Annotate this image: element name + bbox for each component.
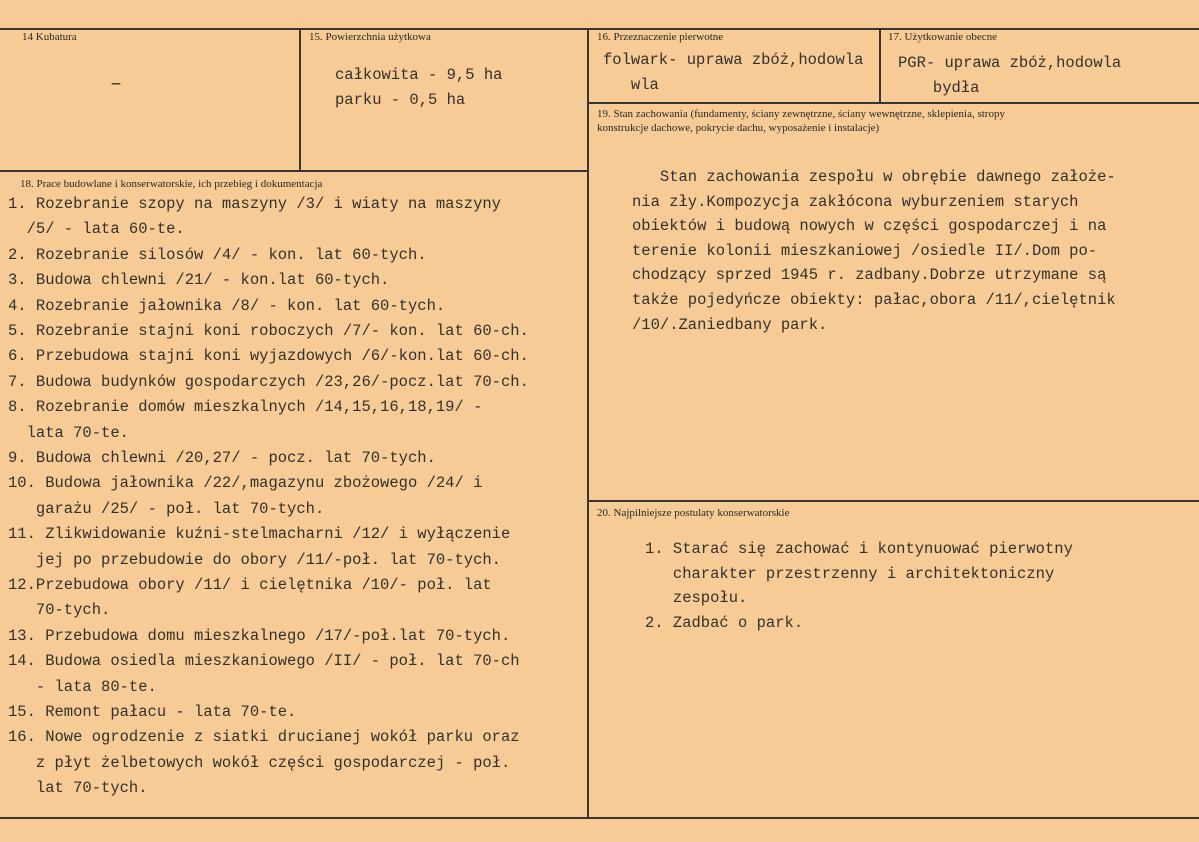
f18-line: 15. Remont pałacu - lata 70-te. <box>8 703 297 721</box>
f18-line: 3. Budowa chlewni /21/ - kon.lat 60-tych. <box>8 271 390 290</box>
f18-line: 9. Budowa chlewni /20,27/ - pocz. lat 70-tych. <box>8 449 436 467</box>
f15-label: 15. Powierzchnia użytkowa <box>309 31 431 43</box>
f18-line: 8. Rozebranie domów mieszkalnych /14,15,16,18,19/ - <box>8 398 483 417</box>
f17-label: 17. Użytkowanie obecne <box>888 31 998 43</box>
f16-line-2: wla <box>603 76 659 94</box>
divider-f19-top <box>587 102 1199 104</box>
f19-line: chodzący sprzed 1945 r. zadbany.Dobrze utrzymane są <box>632 266 1107 285</box>
f17-line-1: PGR- uprawa zbóż,hodowla <box>898 54 1122 72</box>
f18-line: 10. Budowa jałownika /22/,magazynu zbożowego /24/ i <box>8 474 483 493</box>
f17-line-2: bydła <box>905 79 980 97</box>
divider-col1 <box>299 28 301 170</box>
f14-value: – <box>110 73 123 96</box>
f18-line: 16. Nowe ogrodzenie z siatki drucianej wokół parku oraz <box>8 728 520 747</box>
f18-line: 6. Przebudowa stajni koni wyjazdowych /6/-kon.lat 60-ch. <box>8 347 529 366</box>
f18-line: - lata 80-te. <box>8 677 157 696</box>
f18-line: garażu /25/ - poł. lat 70-tych. <box>8 499 325 518</box>
f18-line: /5/ - lata 60-te. <box>8 220 185 239</box>
divider-f20-top <box>587 500 1199 502</box>
f19-line: Stan zachowania zespołu w obrębie dawnego założe- <box>632 168 1116 186</box>
f19-label-line-2: konstrukcje dachowe, pokrycie dachu, wyposażenie i instalacje) <box>597 122 880 134</box>
f18-line: lata 70-te. <box>8 423 129 442</box>
divider-col3 <box>879 28 881 102</box>
f18-line: 7. Budowa budynków gospodarczych /23,26/-pocz.lat 70-ch. <box>8 372 529 391</box>
f18-label: 18. Prace budowlane i konserwatorskie, ich przebieg i dokumentacja <box>20 178 323 190</box>
f18-line: 4. Rozebranie jałownika /8/ - kon. lat 60-tych. <box>8 296 446 315</box>
f19-line: obiektów i budową nowych w części gospodarczej i na <box>632 217 1107 236</box>
f15-line-1: całkowita - 9,5 ha <box>335 66 503 84</box>
f15-line-2: parku - 0,5 ha <box>335 91 466 109</box>
f19-line: terenie kolonii mieszkaniowej /osiedle II/.Dom po- <box>632 241 1098 260</box>
f20-label: 20. Najpilniejsze postulaty konserwatorskie <box>597 507 790 519</box>
f19-line: /10/.Zaniedbany park. <box>632 315 828 334</box>
f20-line: 2. Zadbać o park. <box>645 613 804 632</box>
f18-line: lat 70-tych. <box>8 779 148 798</box>
f14-label: 14 Kubatura <box>22 31 77 43</box>
divider-col2 <box>587 28 589 818</box>
f18-line: z płyt żelbetowych wokół części gospodarczej - poł. <box>8 753 511 772</box>
f20-line: zespołu. <box>645 589 748 607</box>
f19-line: także pojedyńcze obiekty: pałac,obora /11/,cielętnik <box>632 291 1116 309</box>
f18-line: 1. Rozebranie szopy na maszyny /3/ i wiaty na maszyny <box>8 195 501 213</box>
f20-line: 1. Starać się zachować i kontynuować pierwotny <box>645 540 1073 558</box>
f20-line: charakter przestrzenny i architektoniczny <box>645 564 1055 583</box>
f18-line: 12.Przebudowa obory /11/ i cielętnika /10/- poł. lat <box>8 576 492 594</box>
f18-line: 2. Rozebranie silosów /4/ - kon. lat 60-tych. <box>8 245 427 264</box>
f19-label-line-1: 19. Stan zachowania (fundamenty, ściany zewnętrzne, ściany wewnętrzne, sklepienia, stropy <box>597 108 1005 120</box>
f18-line: 70-tych. <box>8 601 111 620</box>
f18-line: 11. Zlikwidowanie kuźni-stelmacharni /12/ i wyłączenie <box>8 525 511 544</box>
f18-line: jej po przebudowie do obory /11/-poł. lat 70-tych. <box>8 550 501 569</box>
divider-f18-top <box>0 170 589 172</box>
f18-line: 5. Rozebranie stajni koni roboczych /7/- kon. lat 60-ch. <box>8 322 529 340</box>
divider-bottom <box>0 817 1199 819</box>
f19-line: nia zły.Kompozycja zakłócona wyburzeniem starych <box>632 192 1079 211</box>
f18-line: 13. Przebudowa domu mieszkalnego /17/-poł.lat 70-tych. <box>8 626 511 645</box>
f18-line: 14. Budowa osiedla mieszkaniowego /II/ - poł. lat 70-ch <box>8 652 520 671</box>
f16-label: 16. Przeznaczenie pierwotne <box>597 31 724 43</box>
f16-line-1: folwark- uprawa zbóż,hodowla <box>603 51 864 69</box>
